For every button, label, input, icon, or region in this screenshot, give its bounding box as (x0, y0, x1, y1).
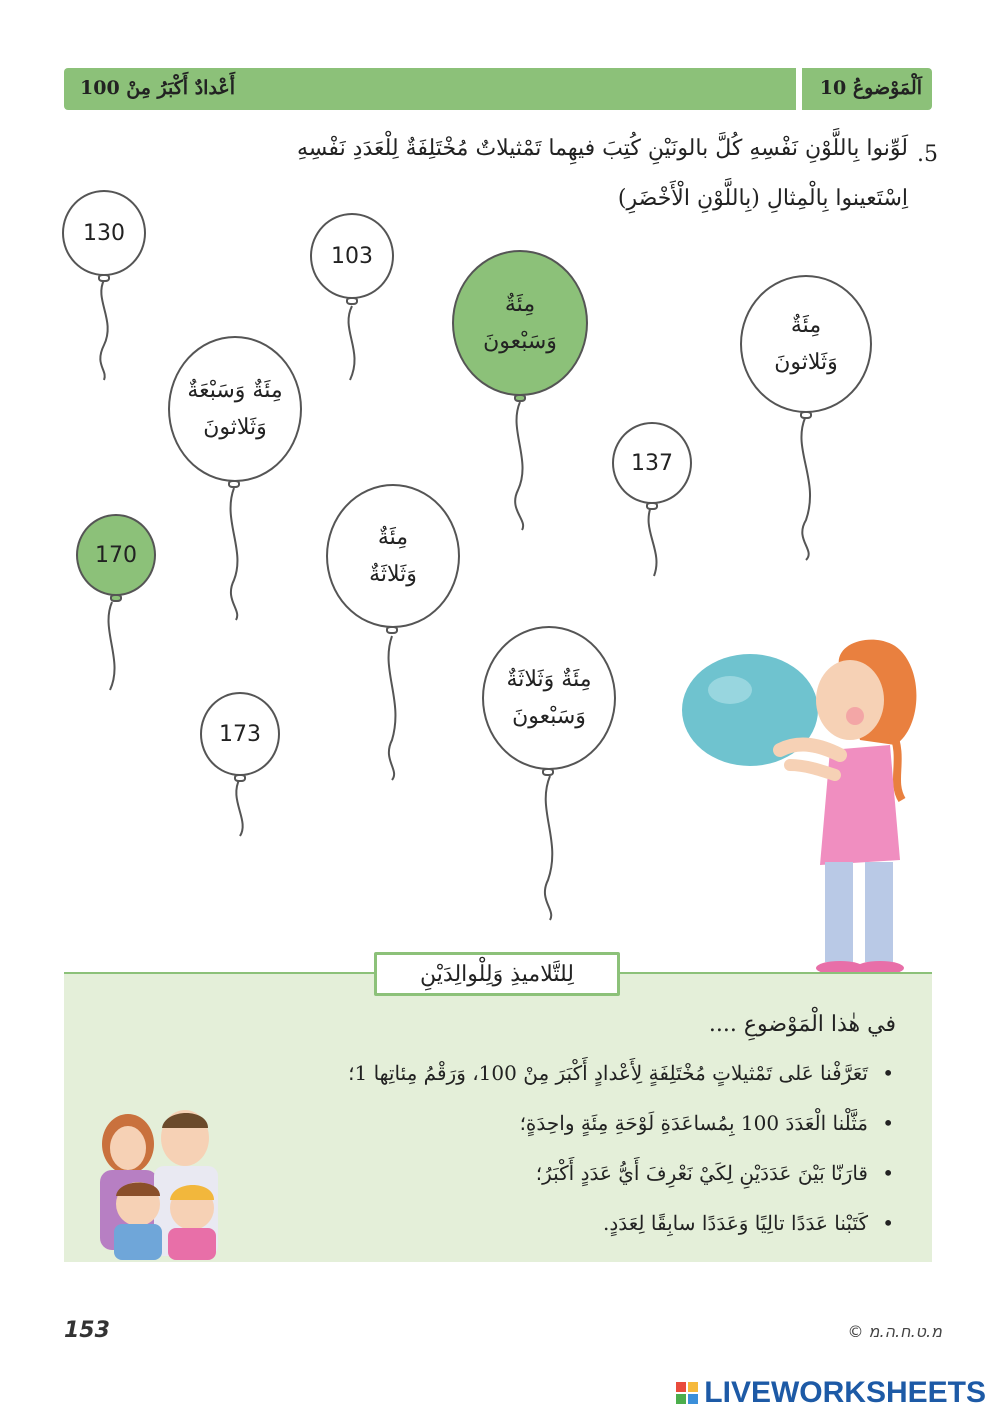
balloon-knot (98, 274, 110, 282)
string-173-words (545, 776, 552, 920)
parents-intro: في هٰذا الْمَوْضوعِ .... (708, 1012, 896, 1037)
balloon-knot (110, 594, 122, 602)
balloon-knot (234, 774, 246, 782)
balloon-body (310, 213, 394, 299)
girl-leg-right (865, 862, 893, 962)
balloon-words (774, 307, 838, 382)
balloon-word-line1: مِئَةٌ وَثَلاثَةٌ (506, 666, 592, 692)
balloon-number: 130 (83, 220, 125, 246)
balloon-body (482, 626, 616, 770)
balloon-number: 137 (631, 450, 673, 476)
balloon-word-line2: وَثَلاثَةٌ (369, 562, 417, 587)
balloon-word-line1: مِئَةٌ (377, 524, 409, 550)
balloon-word-line1: مِئَةٌ وَسَبْعَةٌ (187, 377, 283, 403)
copyright: © מ.ט.ח.ה.מ (847, 1322, 942, 1341)
string-137-words (231, 488, 238, 620)
balloon-body (740, 275, 872, 413)
string-130 (100, 280, 107, 380)
balloon-number: 173 (219, 721, 261, 747)
list-item: • تَعَرَّفْنا عَلى تَمْثيلاتٍ مُخْتَلِفَةٍ لِأَعْدادٍ أَكْبَرَ مِنْ 100، وَرَقْمُ مِئاتِها 1؛ (258, 1058, 898, 1108)
balloon-word-line1: مِئَةٌ (504, 291, 536, 317)
balloon-word-line2: وَسَبْعونَ (483, 329, 557, 354)
string-170 (109, 602, 115, 690)
string-130-words (801, 418, 810, 560)
balloon-words (483, 286, 557, 361)
topic-title: أَعْدادٌ أَكْبَرُ مِنْ 100 (80, 77, 236, 99)
string-170-words (515, 402, 523, 530)
balloon-body (326, 484, 460, 628)
parents-section-tab: لِلتَّلاميذِ وَلِلْوالِدَيْنِ (374, 952, 620, 996)
family-illustration (90, 1100, 240, 1260)
string-173 (236, 778, 242, 836)
list-item: • قارَنّا بَيْنَ عَدَدَيْنِ لِكَيْ نَعْرِفَ أَيُّ عَدَدٍ أَكْبَرُ؛ (258, 1158, 898, 1208)
balloon-word-line2: وَثَلاثونَ (774, 350, 838, 375)
girl-leg-left (825, 862, 853, 962)
balloon-knot (386, 626, 398, 634)
liveworksheets-logo[interactable] (676, 1376, 986, 1410)
list-item: • مَثَّلْنا الْعَدَدَ 100 بِمُساعَدَةِ لَوْحَةِ مِئَةٍ واحِدَةٍ؛ (258, 1108, 898, 1158)
girl-face (816, 660, 884, 740)
balloon-knot (800, 411, 812, 419)
balloon-word-line2: وَثَلاثونَ (203, 415, 267, 440)
balloon-body (168, 336, 302, 482)
liveworksheets-brand: LIVEWORKSHEETS (704, 1376, 986, 1409)
girl-blowing-balloon-illustration (680, 630, 940, 975)
exercise-instruction-line1: لَوِّنوا بِاللَّوْنِ نَفْسِهِ كُلَّ بالونَيْنِ كُتِبَ فيهِما تَمْثيلاتٌ مُخْتَلِفَةٌ لِلْعَدَدِ نَفْسِهِ (297, 136, 908, 161)
balloon-words (506, 661, 591, 736)
string-103 (349, 306, 355, 380)
balloon-word-line2: وَسَبْعونَ (512, 704, 586, 729)
balloon-body (452, 250, 588, 396)
balloon-body (76, 514, 156, 596)
balloon-body (200, 692, 280, 776)
liveworksheets-icon (676, 1382, 698, 1404)
page-number: 153 (64, 1318, 110, 1343)
string-137 (649, 504, 657, 576)
exercise-number: .5 (917, 142, 938, 167)
balloon-knot (228, 480, 240, 488)
topic-number: اَلْمَوْضوعُ 10 (819, 77, 922, 99)
balloon-knot (542, 768, 554, 776)
parents-summary-list (258, 1058, 898, 1258)
balloon-word-line1: مِئَةٌ (790, 312, 822, 338)
girl-dress (820, 745, 900, 865)
balloon-body (62, 190, 146, 276)
balloon-number: 103 (331, 243, 373, 269)
balloon-knot (646, 502, 658, 510)
balloon-knot (346, 297, 358, 305)
balloon-number: 170 (95, 542, 137, 568)
string-103-words (389, 636, 396, 780)
balloon-body (612, 422, 692, 504)
balloon-words (369, 519, 417, 594)
exercise-instruction-line2: اِسْتَعينوا بِالْمِثالِ (بِاللَّوْنِ الْأَخْضَرِ) (617, 186, 908, 211)
balloon-words (187, 372, 282, 447)
list-item: • كَتَبْنا عَدَدًا تالِيًا وَعَدَدًا سابِقًا لِعَدَدٍ. (258, 1208, 898, 1258)
balloon-knot (514, 394, 526, 402)
